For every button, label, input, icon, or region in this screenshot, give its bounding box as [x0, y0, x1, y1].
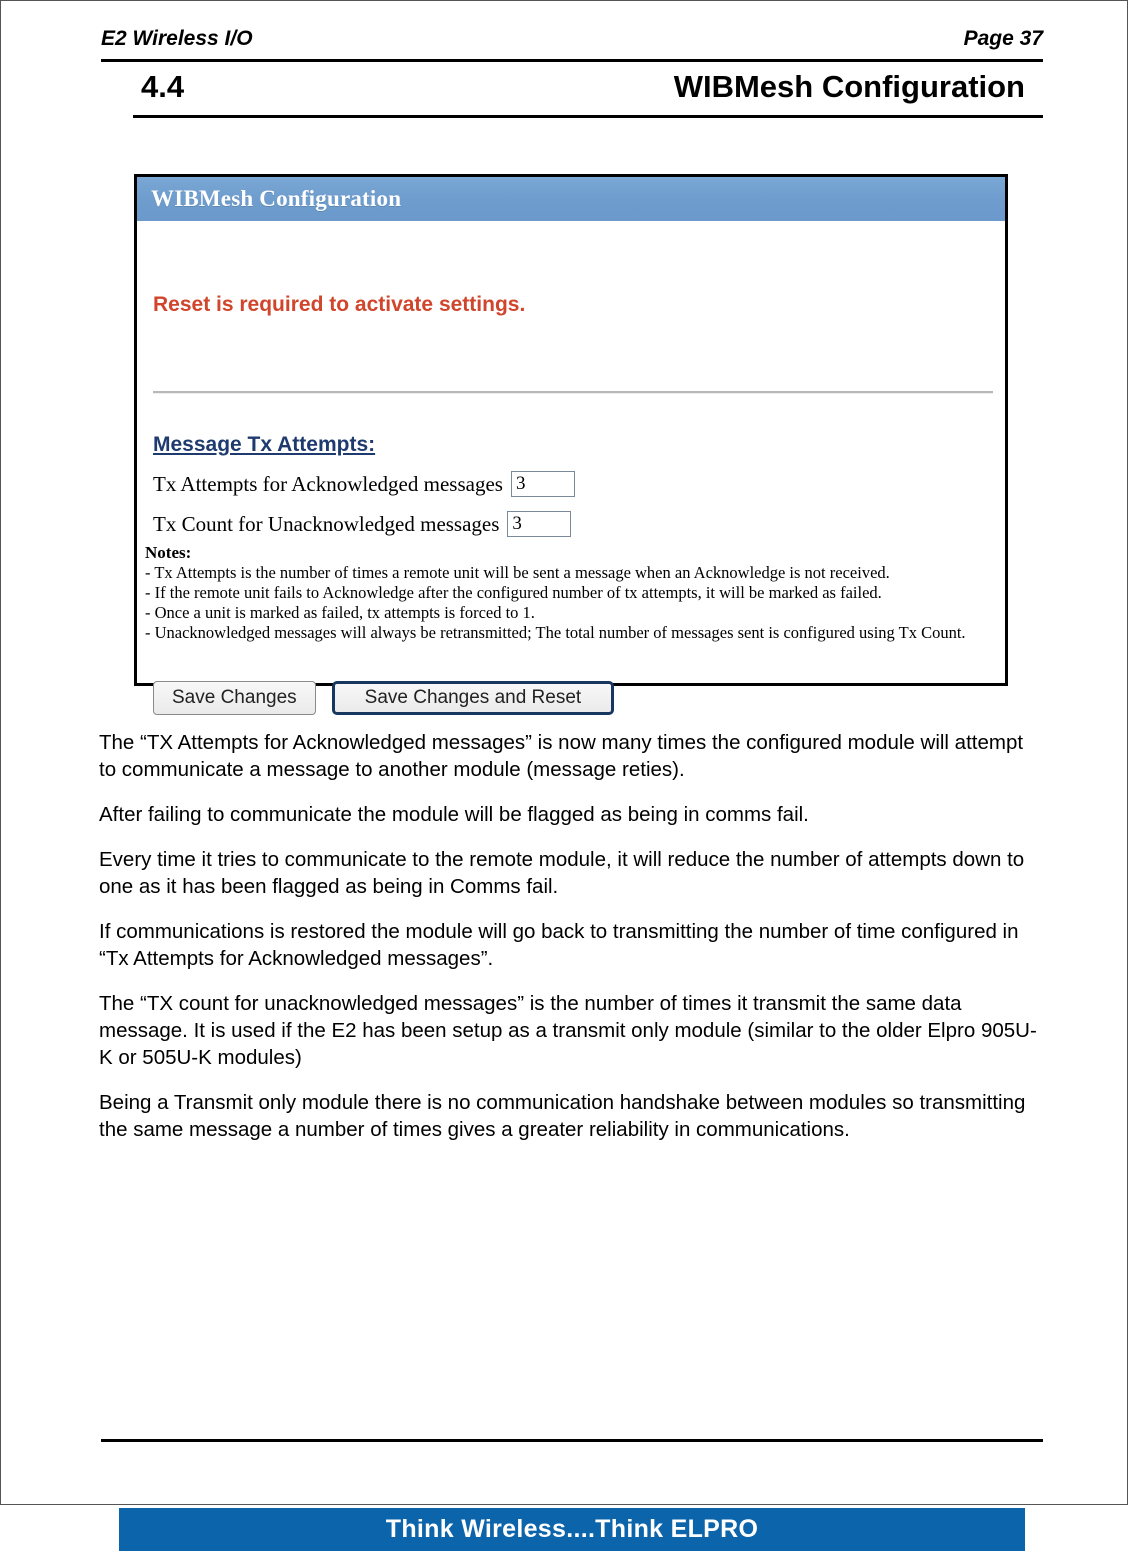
save-changes-and-reset-button[interactable]: Save Changes and Reset — [332, 681, 615, 715]
footer-brand-banner — [119, 1508, 1025, 1551]
body-paragraph: After failing to communicate the module will be flagged as being in comms fail. — [99, 803, 809, 826]
body-paragraph: Every time it tries to communicate to the remote module, it will reduce the number of attempts down to one as it has been flagged as being in Comms fail. — [99, 848, 1025, 898]
tx-count-unacknowledged-input[interactable] — [507, 511, 571, 537]
body-copy — [99, 729, 1043, 1161]
note-item: - Once a unit is marked as failed, tx attempts is forced to 1. — [145, 603, 535, 622]
figure-window-title: WIBMesh Configuration — [151, 186, 402, 211]
tx-attempts-acknowledged-input[interactable] — [511, 471, 575, 497]
running-header — [101, 27, 1043, 51]
figure-wibmesh-configuration-screenshot — [134, 174, 1008, 708]
footer-brand-text: Think Wireless....Think ELPRO — [385, 1515, 759, 1543]
note-item: - Tx Attempts is the number of times a remote unit will be sent a message when an Acknowledge is not received. — [145, 563, 890, 582]
figure-window-titlebar — [137, 177, 1005, 221]
figure-button-row — [153, 681, 614, 715]
section-title: WIBMesh Configuration — [673, 69, 1025, 104]
figure-window-body — [137, 221, 1005, 708]
notes-title: Notes: — [145, 543, 192, 562]
save-changes-button[interactable]: Save Changes — [153, 681, 316, 715]
body-paragraph: Being a Transmit only module there is no communication handshake between modules so transmitting the same message a number of times gives a greater reliability in communications. — [99, 1091, 1026, 1141]
body-paragraph: The “TX Attempts for Acknowledged messages” is now many times the configured module will attempt to communicate a message to another module (message reties). — [99, 731, 1024, 781]
footer-divider-rule — [101, 1439, 1043, 1442]
field-label-tx-attempts-acknowledged: Tx Attempts for Acknowledged messages — [153, 471, 503, 496]
message-tx-attempts-heading: Message Tx Attempts: — [153, 433, 376, 456]
section-divider-rule — [133, 115, 1043, 118]
field-label-tx-count-unacknowledged: Tx Count for Unacknowledged messages — [153, 511, 500, 536]
header-page-number: Page 37 — [963, 27, 1043, 50]
section-number: 4.4 — [141, 69, 185, 104]
figure-section-divider — [153, 391, 993, 394]
note-item: - Unacknowledged messages will always be retransmitted; The total number of messages sent is configured using Tx Count. — [145, 623, 966, 642]
figure-notes-block — [145, 543, 997, 643]
header-divider-rule — [101, 59, 1043, 62]
body-paragraph: If communications is restored the module will go back to transmitting the number of time configured in “Tx Attempts for Acknowledged messages”. — [99, 920, 1019, 970]
body-paragraph: The “TX count for unacknowledged messages” is the number of times it transmit the same data message. It is used if the E2 has been setup as a transmit only module (similar to the older Elpro 905U-K or 505U-K modules) — [99, 992, 1037, 1069]
field-row-tx-attempts-acknowledged — [153, 471, 575, 497]
reset-required-warning: Reset is required to activate settings. — [153, 293, 526, 316]
field-row-tx-count-unacknowledged — [153, 511, 571, 537]
header-document-title: E2 Wireless I/O — [101, 27, 253, 50]
section-heading — [101, 69, 1043, 115]
note-item: - If the remote unit fails to Acknowledge after the configured number of tx attempts, it will be marked as failed. — [145, 583, 882, 602]
